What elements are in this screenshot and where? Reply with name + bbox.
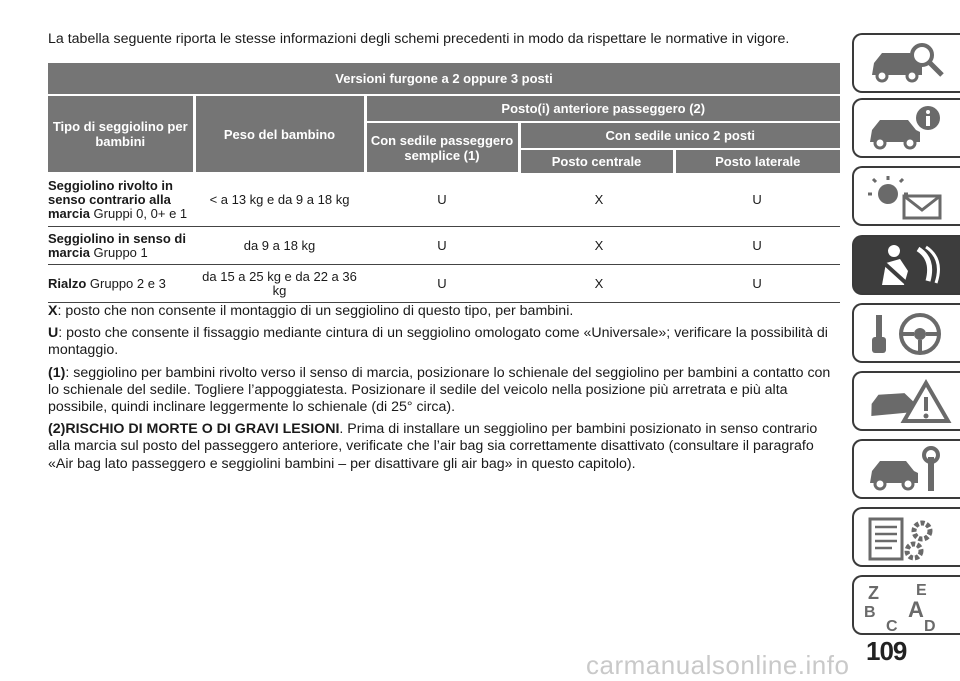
header-center-seat: Posto centrale (519, 149, 674, 173)
weight-cell: < a 13 kg e da 9 a 18 kg (194, 173, 365, 227)
side-seat-cell: U (674, 173, 840, 227)
side-seat-cell: U (674, 227, 840, 265)
seat-type-cell: Seggiolino rivolto in senso contrario alla marcia Gruppi 0, 0+ e 1 (48, 173, 194, 227)
simple-seat-cell: U (365, 173, 519, 227)
tab-emergency[interactable] (852, 371, 960, 431)
specifications-gear-icon (864, 513, 954, 563)
intro-text: La tabella seguente riporta le stesse informazioni degli schemi precedenti in modo da rispettare le normative in vigore. (48, 31, 790, 47)
svg-text:D: D (924, 618, 936, 635)
light-warning-message-icon (864, 172, 954, 222)
side-seat-cell: U (674, 265, 840, 303)
tab-knowing-your-vehicle[interactable] (852, 33, 960, 93)
watermark: carmanualsonline.info (586, 650, 850, 680)
tab-warning-lights[interactable] (852, 166, 960, 226)
center-seat-cell: X (519, 265, 674, 303)
note-1: (1): seggiolino per bambini rivolto verso il senso di marcia, posizionare lo schienale del seggiolino per bambini a contatto con lo schienale del sedile. Togliere l’appoggiatesta. Posizionare il sedile del veicolo nella posizione più arretrata e più alta possibile, quindi inclinare leggermente lo schienale (di 25° circa). (48, 364, 831, 416)
table-row (48, 173, 840, 227)
seatbelt-airbag-icon (864, 241, 954, 291)
seat-type-cell: Seggiolino in senso di marcia Gruppo 1 (48, 227, 194, 265)
car-search-icon (864, 39, 954, 89)
tab-technical-data[interactable] (852, 507, 960, 567)
table-title: Versioni furgone a 2 oppure 3 posti (48, 63, 840, 95)
table-row (48, 265, 840, 303)
child-seat-table (48, 63, 840, 303)
tab-index[interactable] (852, 575, 960, 635)
car-info-icon (864, 104, 954, 154)
note-2: (2)RISCHIO DI MORTE O DI GRAVI LESIONI. Prima di installare un seggiolino per bambini posizionato in senso contrario alla marcia sul posto del passeggero anteriore, verificate che l’air bag sia correttamente disattivato (consultare il paragrafo «Air bag lato passeggero e seggiolini bambini – per disattivare gli air bag» in questo capitolo). (48, 421, 818, 472)
page-number: 109 (866, 636, 907, 666)
alphabetical-index-icon (864, 581, 954, 635)
weight-cell: da 9 a 18 kg (194, 227, 365, 265)
svg-text:Z: Z (868, 583, 879, 603)
notes-section (48, 303, 832, 478)
table-row (48, 227, 840, 265)
tab-vehicle-info[interactable] (852, 98, 960, 158)
center-seat-cell: X (519, 173, 674, 227)
key-steering-wheel-icon (864, 309, 954, 359)
svg-text:E: E (916, 582, 927, 599)
header-seat-type: Tipo di seggiolino per bambini (48, 95, 194, 173)
car-wrench-icon (864, 445, 954, 495)
svg-text:B: B (864, 604, 876, 621)
svg-text:A: A (908, 597, 924, 622)
header-two-seat-bench: Con sedile unico 2 posti (519, 122, 840, 149)
simple-seat-cell: U (365, 265, 519, 303)
weight-cell: da 15 a 25 kg e da 22 a 36 kg (194, 265, 365, 303)
center-seat-cell: X (519, 227, 674, 265)
header-child-weight: Peso del bambino (194, 95, 365, 173)
tab-starting-driving[interactable] (852, 303, 960, 363)
note-u: U: posto che consente il fissaggio mediante cintura di un seggiolino omologato come «Universale»; verificare la possibilità di montaggio. (48, 325, 828, 359)
note-x: X: posto che non consente il montaggio di un seggiolino di questo tipo, per bambini. (48, 303, 574, 319)
tab-safety[interactable] (852, 235, 960, 295)
header-front-seats: Posto(i) anteriore passeggero (2) (365, 95, 840, 122)
seat-type-cell: Rialzo Gruppo 2 e 3 (48, 265, 194, 303)
car-warning-triangle-icon (864, 377, 954, 427)
tab-maintenance[interactable] (852, 439, 960, 499)
header-simple-seat: Con sedile passeggero semplice (1) (365, 122, 519, 173)
header-side-seat: Posto laterale (674, 149, 840, 173)
svg-text:C: C (886, 618, 898, 635)
simple-seat-cell: U (365, 227, 519, 265)
